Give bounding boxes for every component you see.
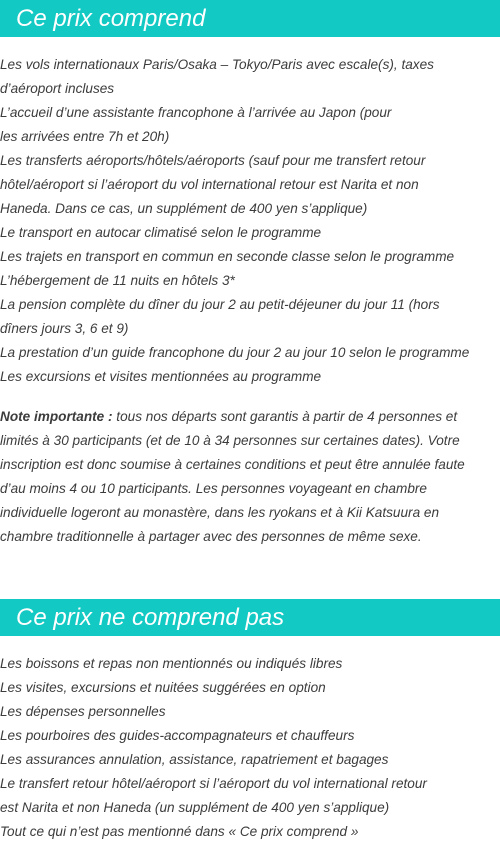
includes-line: les arrivées entre 7h et 20h) xyxy=(0,129,170,144)
includes-line: d’aéroport incluses xyxy=(0,81,115,96)
excludes-line: Les pourboires des guides-accompagnateurs et chauffeurs xyxy=(0,728,355,743)
section-header-includes: Ce prix comprend xyxy=(0,0,500,37)
important-note xyxy=(0,405,490,549)
excludes-line: Les assurances annulation, assistance, rapatriement et bagages xyxy=(0,752,389,767)
includes-line: Haneda. Dans ce cas, un supplément de 400 yen s’applique) xyxy=(0,201,368,216)
includes-line: L’accueil d’une assistante francophone à l’arrivée au Japon (pour xyxy=(0,105,392,120)
important-note-text: tous nos départs sont garantis à partir de 4 personnes et limités à 30 participants (et de 10 à 34 personnes sur certaines dates). Votre inscription est donc soumise à certaines conditions et peut être annulée faute d’au moins 4 ou 10 participants. Les personnes voyageant en chambre individuelle logeront au monastère, dans les ryokans et à Kii Katsuura en chambre traditionnelle à partager avec des personnes de même sexe. xyxy=(0,409,465,544)
excludes-line: Tout ce qui n’est pas mentionné dans « Ce prix comprend » xyxy=(0,824,359,839)
section-header-excludes: Ce prix ne comprend pas xyxy=(0,599,500,636)
includes-line: L’hébergement de 11 nuits en hôtels 3* xyxy=(0,273,235,288)
excludes-line: est Narita et non Haneda (un supplément de 400 yen s’applique) xyxy=(0,800,390,815)
includes-line: hôtel/aéroport si l’aéroport du vol international retour est Narita et non xyxy=(0,177,419,192)
excludes-line: Les visites, excursions et nuitées suggérées en option xyxy=(0,680,326,695)
includes-line: Le transport en autocar climatisé selon le programme xyxy=(0,225,322,240)
includes-line: Les transferts aéroports/hôtels/aéroports (sauf pour me transfert retour xyxy=(0,153,426,168)
includes-line: Les excursions et visites mentionnées au programme xyxy=(0,369,322,384)
includes-line: La prestation d’un guide francophone du jour 2 au jour 10 selon le programme xyxy=(0,345,470,360)
important-note-label: Note importante : xyxy=(0,409,113,424)
includes-line: Les trajets en transport en commun en seconde classe selon le programme xyxy=(0,249,455,264)
excludes-list xyxy=(0,652,500,844)
includes-line: dîners jours 3, 6 et 9) xyxy=(0,321,129,336)
includes-list xyxy=(0,53,500,389)
excludes-line: Les dépenses personnelles xyxy=(0,704,166,719)
includes-line: Les vols internationaux Paris/Osaka – Tokyo/Paris avec escale(s), taxes xyxy=(0,57,434,72)
excludes-line: Les boissons et repas non mentionnés ou indiqués libres xyxy=(0,656,343,671)
includes-line: La pension complète du dîner du jour 2 au petit-déjeuner du jour 11 (hors xyxy=(0,297,440,312)
excludes-line: Le transfert retour hôtel/aéroport si l’aéroport du vol international retour xyxy=(0,776,427,791)
